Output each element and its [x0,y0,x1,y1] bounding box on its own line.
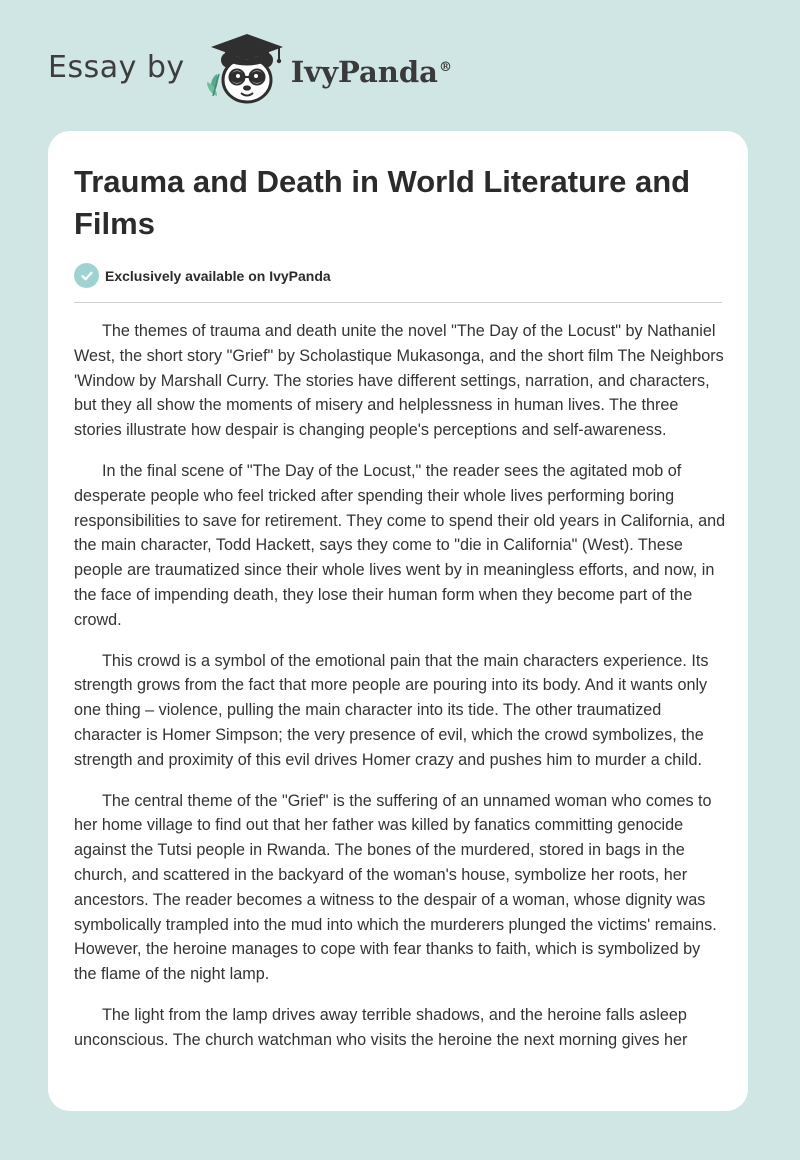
badge-text: Exclusively available on IvyPanda [105,267,331,284]
paragraph: In the final scene of "The Day of the Locust," the reader sees the agitated mob of desperate people who feel tricked after spending their whole lives performing boring responsibilities to save for retirement. They come to spend their old years in California, and the main character, Todd Hackett, says they come to "die in California" (West). These people are traumatized since their whole lives went by in meaningless efforts, and now, in the face of impending death, they lose their human form when they become part of the crowd. [74,461,726,629]
check-circle-icon [74,263,99,288]
brand-header [48,30,452,110]
divider [74,302,722,303]
paragraph: The central theme of the "Grief" is the suffering of an unnamed woman who comes to her home village to find out that her father was killed by fanatics committing genocide against the Tutsi people in Rwanda. The bones of the murdered, stored in bags in the church, and scattered in the backyard of the woman's house, symbolize her roots, her ancestors. The reader becomes a witness to the despair of a woman, whose dignity was symbolically trampled into the mud into which the murderers plunged the victims' remains. However, the heroine manages to cope with fear thanks to faith, which is symbolized by the flame of the night lamp. [74,791,717,984]
registered-mark: ® [438,60,452,76]
paragraph: The themes of trauma and death unite the novel "The Day of the Locust" by Nathaniel West, the short story "Grief" by Scholastique Mukasonga, and the short film The Neighbors 'Window by Marshall Curry. The stories have different settings, narration, and characters, but they all show the moments of misery and helplessness in human lives. The three stories illustrate how despair is changing people's perceptions and self-awareness. [74,322,724,440]
panda-graduation-cap-icon[interactable] [199,30,291,110]
check-icon [80,269,94,283]
page-title: Trauma and Death in World Literature and Films [74,164,691,241]
brand-name[interactable] [291,55,452,89]
paragraph: The light from the lamp drives away terrible shadows, and the heroine falls asleep unconscious. The church watchman who visits the heroine the next morning gives her [74,1005,688,1049]
brand-prefix: Essay by [48,49,185,85]
essay-card [48,131,748,1111]
brand-name-text: IvyPanda [290,55,438,89]
exclusive-badge [74,263,331,288]
paragraph: This crowd is a symbol of the emotional pain that the main characters experience. Its strength grows from the fact that more people are pouring into its body. And it wants only one thing – violence, pulling the main character into its tide. The other traumatized character is Homer Simpson; the very presence of evil, which the crowd symbolizes, the strength and proximity of this evil drives Homer crazy and pushes him to murder a child. [74,651,709,769]
essay-body [74,319,726,1069]
